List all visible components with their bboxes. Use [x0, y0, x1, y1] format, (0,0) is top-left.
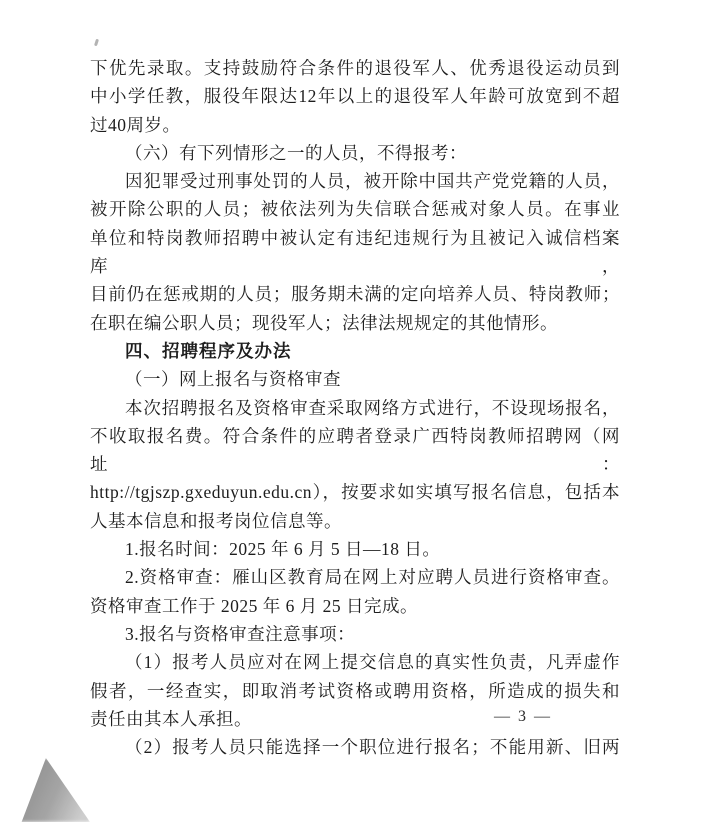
- text-line: 过40周岁。: [90, 114, 181, 135]
- text-line: 被开除公职的人员；被依法列为失信联合惩戒对象人员。在事业: [90, 199, 620, 220]
- text-line: http://tgjszp.gxeduyun.edu.cn），按要求如实填写报名信息，包括本: [90, 482, 620, 503]
- text-line: 因犯罪受过刑事处罚的人员，被开除中国共产党党籍的人员，: [125, 171, 620, 192]
- page-number: — 3 —: [494, 708, 552, 725]
- text-line: 3.报名与资格审查注意事项：: [125, 623, 356, 644]
- page-number-row: [90, 705, 620, 729]
- scan-speck-artifact: [94, 39, 99, 47]
- text-line: 资格审查工作于 2025 年 6 月 25 日完成。: [90, 595, 418, 616]
- text-line: 假者，一经查实，即取消考试资格或聘用资格，所造成的损失和: [90, 680, 620, 701]
- text-line: （2）报考人员只能选择一个职位进行报名；不能用新、旧两: [125, 737, 620, 758]
- text-line: （六）有下列情形之一的人员，不得报考：: [125, 142, 467, 163]
- text-line: 人基本信息和报考岗位信息等。: [90, 510, 342, 531]
- text-line: 在职在编公职人员；现役军人；法律法规规定的其他情形。: [90, 312, 558, 333]
- text-line: 本次招聘报名及资格审查采取网络方式进行，不设现场报名，: [125, 397, 620, 418]
- text-line: 目前仍在惩戒期的人员；服务期未满的定向培养人员、特岗教师；: [90, 284, 620, 305]
- document-body: [90, 54, 620, 761]
- subsection-heading: （一）网上报名与资格审查: [125, 369, 341, 390]
- section-heading: 四、招聘程序及办法: [125, 340, 292, 361]
- text-line: 责任由其本人承担。: [90, 708, 252, 729]
- text-line: 下优先录取。支持鼓励符合条件的退役军人、优秀退役运动员到: [90, 58, 620, 78]
- text-line: 2.资格审查：雁山区教育局在网上对应聘人员进行资格审查。: [125, 567, 620, 588]
- text-line: 单位和特岗教师招聘中被认定有违纪违规行为且被记入诚信档案库，: [90, 227, 620, 277]
- text-line: （1）报考人员应对在网上提交信息的真实性负责，凡弄虚作: [125, 652, 620, 673]
- text-line: 中小学任教，服役年限达12年以上的退役军人年龄可放宽到不超: [90, 86, 620, 107]
- page-corner-shadow-artifact: [14, 758, 90, 822]
- text-line: 不收取报名费。符合条件的应聘者登录广西特岗教师招聘网（网址：: [90, 425, 620, 475]
- text-line: 1.报名时间：2025 年 6 月 5 日—18 日。: [125, 539, 441, 560]
